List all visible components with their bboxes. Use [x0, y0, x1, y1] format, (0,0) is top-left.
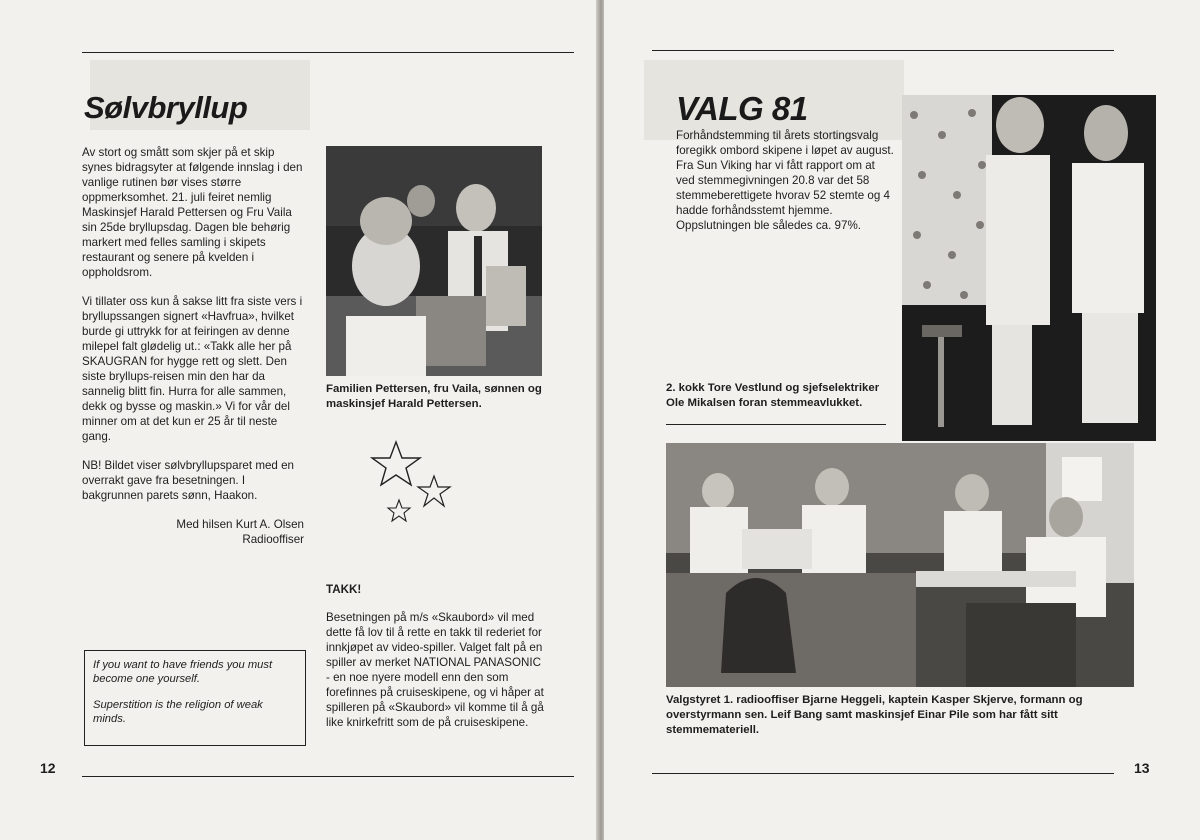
right-page — [604, 0, 1200, 840]
bottom-rule — [82, 776, 574, 777]
election-board-photo — [666, 443, 1134, 687]
article-paragraph: Vi tillater oss kun å sakse litt fra siste vers i bryllupssangen signert «Havfrua», hvilket burde gi uttrykk for at feiringen av denne milepel falt glødelig ut.: «Takk alle her på SKAUGRAN for hygge rett og slett. Den siste bryllups-reisen min den har da sannelig blitt fin. Hurra for alle sammen, dekk og bysse og maskin.» Vi for vår del minner om at det kun er 25 år til neste gang. — [82, 295, 303, 443]
page-number: 13 — [1134, 760, 1150, 776]
signature — [82, 517, 304, 547]
bottom-rule — [652, 773, 1114, 774]
article-body — [82, 145, 304, 547]
caption-rule — [666, 424, 886, 425]
article-paragraph: Av stort og smått som skjer på et skip synes bidragsyter at følgende innslag i den vanlige rutinen bør vises større oppmerksomhet. 21. juli feiret nemlig Maskinsjef Harald Pettersen og Fru Vaila sin 25de bryllupsdag. Dagen ble behørig markert med felles samling i skipets restaurant og senere på kvelden i oppholdsrom. — [82, 146, 303, 279]
photo-caption-bottom: Valgstyret 1. radiooffiser Bjarne Heggeli, kaptein Kasper Skjerve, formann og overstyrmann sen. Leif Bang samt maskinsjef Einar Pile som har fått sitt stemmemateriell. — [666, 694, 1083, 736]
photo-caption-top: 2. kokk Tore Vestlund og sjefselektriker Ole Mikalsen foran stemmeavlukket. — [666, 382, 880, 409]
top-rule — [82, 52, 574, 53]
top-rule — [652, 50, 1114, 51]
signature-name: Med hilsen Kurt A. Olsen — [176, 518, 304, 531]
signature-title: Radiooffiser — [242, 533, 304, 546]
takk-text: Besetningen på m/s «Skaubord» vil med dette få lov til å rette en takk til rederiet for innkjøpet av video-spiller. Valget falt på en spiller av merket NATIONAL PANASONIC - en noe nyere modell enn den som forefinnes på cruiseskipene, og vi håper at spilleren på «Skaubord» vil komme til å gå like knirkefritt som de på cruiseskipene. — [326, 611, 544, 729]
quote-friends: If you want to have friends you must become one yourself. — [93, 659, 273, 685]
wedding-photo — [326, 146, 542, 376]
page-number: 12 — [40, 760, 56, 776]
article-body: Forhåndstemming til årets stortingsvalg foregikk ombord skipene i løpet av august. Fra Sun Viking har vi fått rapport om at ved stemmegivningen 20.8 var det 58 stemmeberettigete hvorav 52 stemte og 4 hadde forhåndsstemt hjemme. Oppslutningen ble således ca. 97%. — [676, 129, 894, 232]
photo-caption: Familien Pettersen, fru Vaila, sønnen og maskinsjef Harald Pettersen. — [326, 383, 542, 410]
quote-box — [84, 650, 306, 746]
article-paragraph: NB! Bildet viser sølvbryllupsparet med en overrakt gave fra besetningen. I bakgrunnen parets sønn, Haakon. — [82, 459, 294, 502]
article-title: VALG 81 — [676, 90, 808, 127]
star-doodle-icon — [368, 440, 458, 530]
left-page — [0, 0, 598, 840]
voting-booth-photo — [902, 95, 1156, 441]
quote-superstition: Superstition is the religion of weak minds. — [93, 699, 263, 725]
takk-heading: TAKK! — [326, 583, 362, 596]
article-title: Sølvbryllup — [84, 90, 248, 125]
